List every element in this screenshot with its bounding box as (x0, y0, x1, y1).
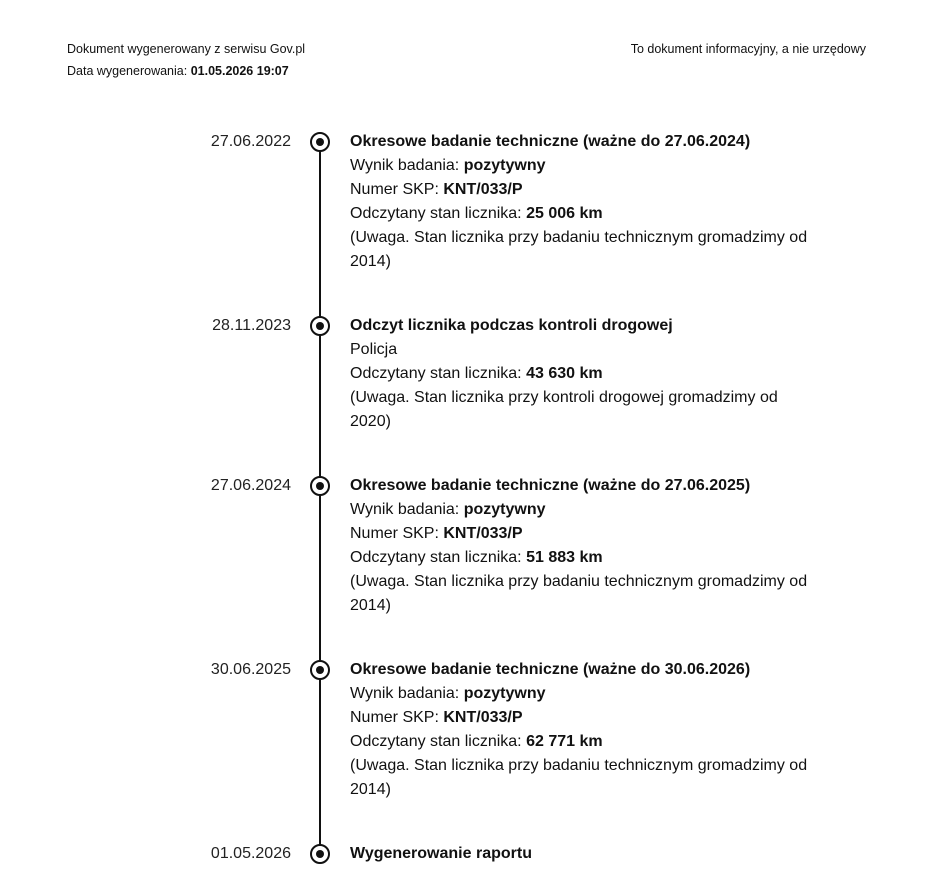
disclaimer-text: To dokument informacyjny, a nie urzędowy (630, 42, 866, 56)
entry-content (350, 658, 820, 802)
skp-number (350, 178, 820, 202)
entry-source: Policja (350, 341, 398, 358)
result-value: pozytywny (463, 501, 546, 518)
entry-note: (Uwaga. Stan licznika przy badaniu technicznym gromadzimy od 2014) (350, 573, 808, 614)
skp-number (350, 706, 820, 730)
result-label: Wynik badania: (350, 685, 460, 702)
entry-content (350, 314, 820, 434)
result-label: Wynik badania: (350, 501, 460, 518)
entry-note: (Uwaga. Stan licznika przy badaniu technicznym gromadzimy od 2014) (350, 229, 808, 270)
odometer-reading (350, 730, 820, 754)
inspection-result (350, 498, 820, 522)
odometer-label: Odczytany stan licznika: (350, 549, 522, 566)
entry-title: Okresowe badanie techniczne (ważne do 30.06.2026) (350, 661, 751, 678)
skp-label: Numer SKP: (350, 525, 439, 542)
odometer-reading (350, 546, 820, 570)
generated-date-value: 01.05.2026 19:07 (190, 64, 289, 78)
result-value: pozytywny (463, 685, 546, 702)
odometer-label: Odczytany stan licznika: (350, 733, 522, 750)
entry-title: Wygenerowanie raportu (350, 845, 532, 862)
entry-date: 30.06.2025 (210, 661, 291, 678)
entry-title: Odczyt licznika podczas kontroli drogowej (350, 317, 673, 334)
timeline-dot-icon (310, 132, 330, 152)
entry-content (350, 842, 820, 866)
result-label: Wynik badania: (350, 157, 460, 174)
odometer-label: Odczytany stan licznika: (350, 365, 522, 382)
entry-content (350, 130, 820, 274)
skp-value: KNT/033/P (443, 525, 523, 542)
timeline-dot-icon (310, 844, 330, 864)
entry-content (350, 474, 820, 618)
generated-date-label: Data wygenerowania: (67, 64, 188, 78)
skp-value: KNT/033/P (443, 709, 523, 726)
odometer-value: 51 883 km (526, 549, 603, 566)
entry-date: 28.11.2023 (212, 317, 291, 334)
entry-date: 01.05.2026 (210, 845, 291, 862)
skp-number (350, 522, 820, 546)
result-value: pozytywny (463, 157, 546, 174)
timeline-dot-icon (310, 660, 330, 680)
generated-source-text: Dokument wygenerowany z serwisu Gov.pl (67, 42, 306, 56)
entry-title: Okresowe badanie techniczne (ważne do 27.06.2024) (350, 133, 751, 150)
inspection-result (350, 682, 820, 706)
timeline-line (319, 142, 321, 854)
odometer-value: 62 771 km (526, 733, 603, 750)
entry-note: (Uwaga. Stan licznika przy kontroli drogowej gromadzimy od 2020) (350, 389, 778, 430)
odometer-label: Odczytany stan licznika: (350, 205, 522, 222)
odometer-reading (350, 202, 820, 226)
entry-date: 27.06.2022 (210, 133, 291, 150)
odometer-value: 43 630 km (526, 365, 603, 382)
timeline-dot-icon (310, 316, 330, 336)
entry-note: (Uwaga. Stan licznika przy badaniu technicznym gromadzimy od 2014) (350, 757, 808, 798)
skp-value: KNT/033/P (443, 181, 523, 198)
inspection-result (350, 154, 820, 178)
skp-label: Numer SKP: (350, 181, 439, 198)
entry-date: 27.06.2024 (210, 477, 291, 494)
odometer-value: 25 006 km (526, 205, 603, 222)
entry-title: Okresowe badanie techniczne (ważne do 27.06.2025) (350, 477, 751, 494)
odometer-reading (350, 362, 820, 386)
timeline-dot-icon (310, 476, 330, 496)
skp-label: Numer SKP: (350, 709, 439, 726)
